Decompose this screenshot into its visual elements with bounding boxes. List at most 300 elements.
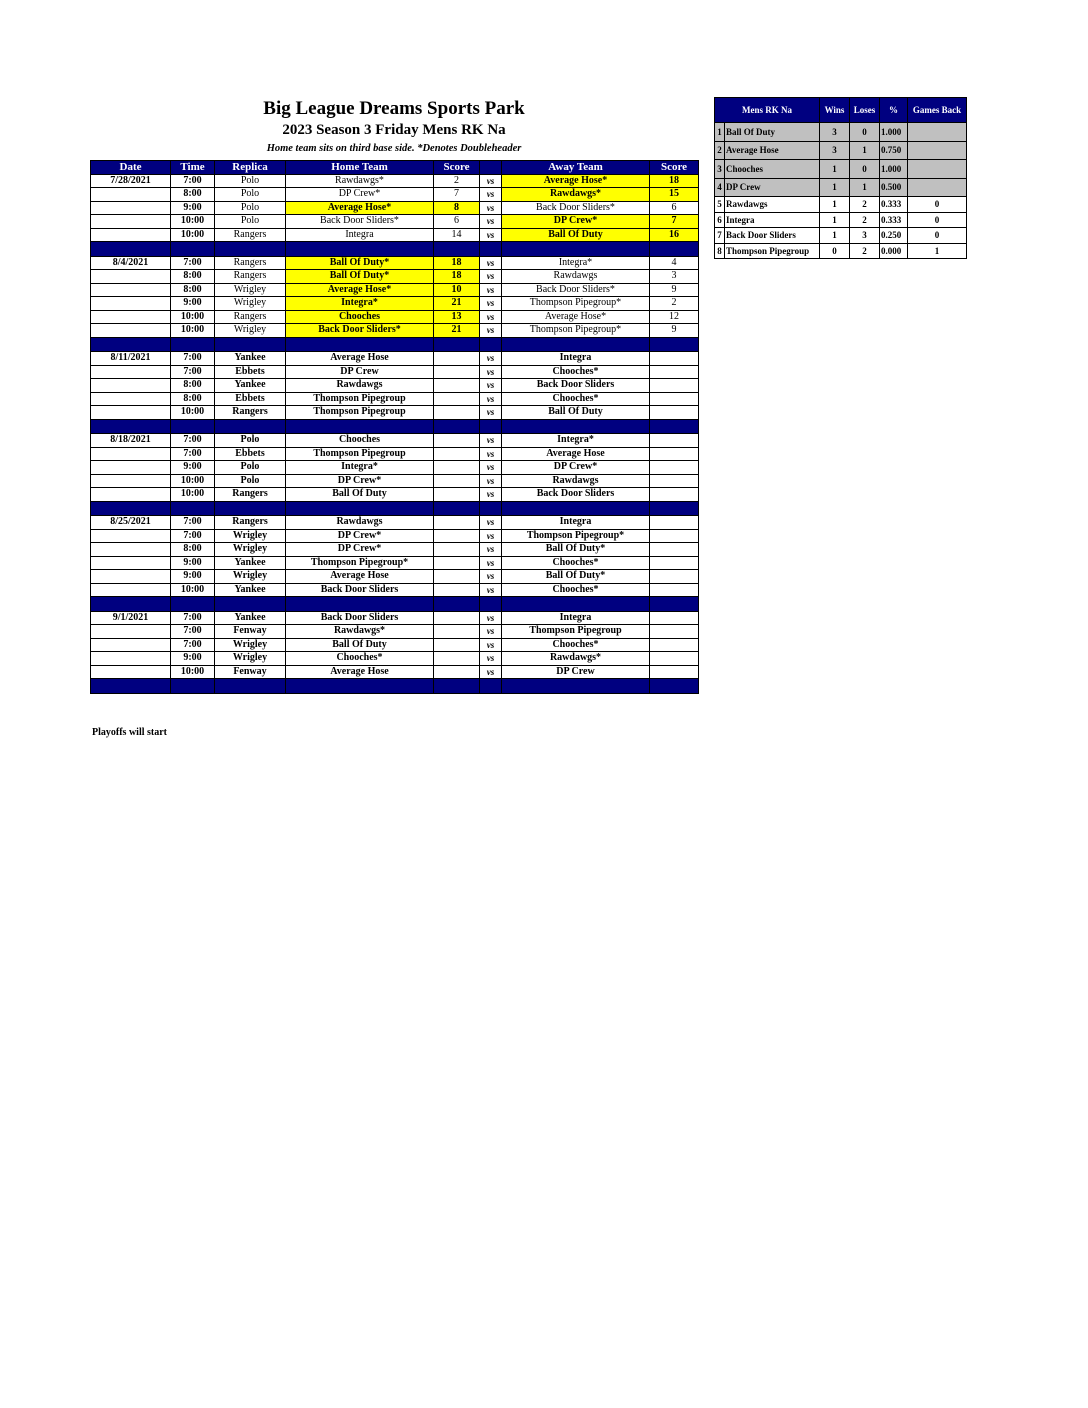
game-row: [91, 283, 699, 297]
game-date: [91, 638, 171, 652]
standings-rank: 1: [715, 123, 725, 142]
away-team: Integra: [502, 611, 650, 625]
home-score: 13: [434, 310, 480, 324]
versus-label: vs: [480, 188, 502, 202]
standings-loses: 3: [850, 228, 880, 244]
game-row: [91, 297, 699, 311]
home-score: 10: [434, 283, 480, 297]
away-team: Integra*: [502, 256, 650, 270]
separator-cell: [286, 337, 434, 352]
separator-cell: [502, 419, 650, 434]
away-team: Average Hose*: [502, 174, 650, 188]
separator-cell: [480, 419, 502, 434]
home-score: [434, 488, 480, 502]
home-team: Ball Of Duty: [286, 488, 434, 502]
home-score: 7: [434, 188, 480, 202]
game-row: [91, 652, 699, 666]
standings-body: [715, 123, 967, 259]
home-score: [434, 652, 480, 666]
away-team: Integra: [502, 516, 650, 530]
away-score: 2: [650, 297, 699, 311]
away-team: Average Hose*: [502, 310, 650, 324]
away-team: Back Door Sliders*: [502, 283, 650, 297]
away-team: Ball Of Duty*: [502, 543, 650, 557]
game-time: 9:00: [171, 570, 215, 584]
versus-label: vs: [480, 529, 502, 543]
separator-cell: [434, 419, 480, 434]
standings-team: Integra: [725, 212, 820, 228]
standings-row: [715, 141, 967, 160]
separator-cell: [502, 679, 650, 694]
game-date: [91, 270, 171, 284]
game-date: [91, 447, 171, 461]
separator-cell: [650, 501, 699, 516]
versus-label: vs: [480, 556, 502, 570]
home-score: [434, 665, 480, 679]
home-score: [434, 611, 480, 625]
game-row: [91, 310, 699, 324]
home-team: Thompson Pipegroup: [286, 406, 434, 420]
away-score: [650, 665, 699, 679]
home-score: 18: [434, 256, 480, 270]
game-date: 9/1/2021: [91, 611, 171, 625]
away-score: [650, 461, 699, 475]
standings-rank: 3: [715, 160, 725, 179]
game-field: Rangers: [215, 406, 286, 420]
home-score: [434, 529, 480, 543]
away-team: Rawdawgs*: [502, 652, 650, 666]
game-field: Yankee: [215, 583, 286, 597]
game-field: Wrigley: [215, 638, 286, 652]
separator-cell: [502, 337, 650, 352]
away-score: [650, 529, 699, 543]
separator-cell: [215, 242, 286, 257]
week-separator: [91, 501, 699, 516]
home-team: Integra*: [286, 297, 434, 311]
versus-label: vs: [480, 174, 502, 188]
home-score: [434, 543, 480, 557]
standings-loses: 0: [850, 123, 880, 142]
game-row: [91, 447, 699, 461]
game-time: 8:00: [171, 392, 215, 406]
away-team: Ball Of Duty: [502, 228, 650, 242]
away-team: Thompson Pipegroup*: [502, 324, 650, 338]
standings-games-back: [908, 178, 967, 197]
home-team: Ball Of Duty: [286, 638, 434, 652]
separator-cell: [171, 597, 215, 612]
standings-wins: 3: [820, 123, 850, 142]
away-team: Back Door Sliders: [502, 488, 650, 502]
versus-label: vs: [480, 611, 502, 625]
game-time: 10:00: [171, 228, 215, 242]
home-team: Rawdawgs*: [286, 625, 434, 639]
game-field: Wrigley: [215, 570, 286, 584]
standings-row: [715, 243, 967, 259]
away-team: DP Crew: [502, 665, 650, 679]
away-score: 3: [650, 270, 699, 284]
versus-label: vs: [480, 352, 502, 366]
game-row: [91, 228, 699, 242]
home-team: Chooches*: [286, 652, 434, 666]
separator-cell: [480, 242, 502, 257]
standings-wins: 1: [820, 212, 850, 228]
schedule-column-header: Away Team: [502, 161, 650, 175]
home-team: Chooches: [286, 434, 434, 448]
game-time: 10:00: [171, 324, 215, 338]
game-date: 8/18/2021: [91, 434, 171, 448]
week-separator: [91, 242, 699, 257]
home-team: Ball Of Duty*: [286, 256, 434, 270]
standings-wins: 0: [820, 243, 850, 259]
schedule-column-header: Score: [434, 161, 480, 175]
away-team: Thompson Pipegroup: [502, 625, 650, 639]
standings-team: Average Hose: [725, 141, 820, 160]
game-date: [91, 488, 171, 502]
separator-cell: [286, 419, 434, 434]
game-field: Ebbets: [215, 365, 286, 379]
standings-games-back: 1: [908, 243, 967, 259]
standings-loses: 2: [850, 243, 880, 259]
versus-label: vs: [480, 543, 502, 557]
home-team: DP Crew*: [286, 543, 434, 557]
home-team: Thompson Pipegroup: [286, 447, 434, 461]
away-score: 4: [650, 256, 699, 270]
game-time: 10:00: [171, 215, 215, 229]
away-team: Rawdawgs: [502, 270, 650, 284]
standings-rank: 8: [715, 243, 725, 259]
separator-cell: [434, 337, 480, 352]
game-field: Wrigley: [215, 324, 286, 338]
game-date: [91, 228, 171, 242]
game-row: [91, 365, 699, 379]
away-score: 9: [650, 324, 699, 338]
standings-column-header: Mens RK Na: [715, 98, 820, 123]
away-score: [650, 379, 699, 393]
versus-label: vs: [480, 270, 502, 284]
game-field: Wrigley: [215, 529, 286, 543]
standings-row: [715, 197, 967, 213]
standings-table: [714, 97, 967, 259]
home-score: 2: [434, 174, 480, 188]
schedule-column-header: Score: [650, 161, 699, 175]
away-score: 9: [650, 283, 699, 297]
home-score: [434, 379, 480, 393]
game-field: Rangers: [215, 516, 286, 530]
home-team: Chooches: [286, 310, 434, 324]
home-score: 18: [434, 270, 480, 284]
game-time: 10:00: [171, 406, 215, 420]
separator-cell: [171, 337, 215, 352]
separator-cell: [286, 501, 434, 516]
home-team: Rawdawgs: [286, 379, 434, 393]
game-time: 7:00: [171, 516, 215, 530]
separator-cell: [286, 679, 434, 694]
home-score: [434, 516, 480, 530]
away-score: [650, 543, 699, 557]
separator-cell: [286, 597, 434, 612]
away-team: Rawdawgs*: [502, 188, 650, 202]
standings-games-back: [908, 123, 967, 142]
separator-cell: [480, 501, 502, 516]
game-date: [91, 188, 171, 202]
separator-cell: [434, 679, 480, 694]
game-date: 8/25/2021: [91, 516, 171, 530]
separator-cell: [91, 337, 171, 352]
standings-rank: 7: [715, 228, 725, 244]
standings-games-back: 0: [908, 228, 967, 244]
standings-pct: 0.750: [880, 141, 908, 160]
home-team: DP Crew*: [286, 529, 434, 543]
standings-pct: 0.250: [880, 228, 908, 244]
game-row: [91, 188, 699, 202]
home-score: 6: [434, 215, 480, 229]
game-time: 8:00: [171, 283, 215, 297]
game-row: [91, 434, 699, 448]
versus-label: vs: [480, 310, 502, 324]
game-row: [91, 529, 699, 543]
home-team: Back Door Sliders*: [286, 215, 434, 229]
schedule-table: [90, 160, 699, 694]
home-team: Thompson Pipegroup*: [286, 556, 434, 570]
game-row: [91, 379, 699, 393]
separator-cell: [650, 679, 699, 694]
versus-label: vs: [480, 256, 502, 270]
away-team: Average Hose: [502, 447, 650, 461]
game-time: 7:00: [171, 638, 215, 652]
versus-label: vs: [480, 516, 502, 530]
standings-row: [715, 178, 967, 197]
versus-label: vs: [480, 324, 502, 338]
home-team: Rawdawgs*: [286, 174, 434, 188]
game-row: [91, 256, 699, 270]
away-score: [650, 447, 699, 461]
separator-cell: [215, 419, 286, 434]
home-score: [434, 556, 480, 570]
home-score: [434, 406, 480, 420]
versus-label: vs: [480, 447, 502, 461]
game-date: [91, 201, 171, 215]
standings-team: Back Door Sliders: [725, 228, 820, 244]
standings-row: [715, 160, 967, 179]
game-row: [91, 474, 699, 488]
game-field: Fenway: [215, 665, 286, 679]
standings-team: Chooches: [725, 160, 820, 179]
home-team: Rawdawgs: [286, 516, 434, 530]
versus-label: vs: [480, 283, 502, 297]
game-field: Ebbets: [215, 392, 286, 406]
separator-cell: [91, 501, 171, 516]
versus-label: vs: [480, 474, 502, 488]
away-score: 15: [650, 188, 699, 202]
game-time: 7:00: [171, 365, 215, 379]
game-row: [91, 543, 699, 557]
versus-label: vs: [480, 392, 502, 406]
versus-label: vs: [480, 625, 502, 639]
standings-team: Thompson Pipegroup: [725, 243, 820, 259]
schedule-column-header: Time: [171, 161, 215, 175]
game-date: 7/28/2021: [91, 174, 171, 188]
home-score: [434, 447, 480, 461]
home-team: Back Door Sliders: [286, 611, 434, 625]
schedule-column-header: Replica: [215, 161, 286, 175]
separator-cell: [650, 242, 699, 257]
game-row: [91, 665, 699, 679]
away-team: Ball Of Duty*: [502, 570, 650, 584]
game-time: 9:00: [171, 201, 215, 215]
home-team: Ball Of Duty*: [286, 270, 434, 284]
game-row: [91, 406, 699, 420]
game-field: Wrigley: [215, 543, 286, 557]
standings-column-header: Loses: [850, 98, 880, 123]
game-field: Polo: [215, 188, 286, 202]
game-field: Rangers: [215, 228, 286, 242]
standings-team: Ball Of Duty: [725, 123, 820, 142]
versus-label: vs: [480, 406, 502, 420]
standings-team: Rawdawgs: [725, 197, 820, 213]
standings-rank: 4: [715, 178, 725, 197]
away-score: [650, 392, 699, 406]
game-time: 7:00: [171, 625, 215, 639]
versus-label: vs: [480, 201, 502, 215]
standings-wins: 3: [820, 141, 850, 160]
game-row: [91, 324, 699, 338]
separator-cell: [502, 242, 650, 257]
away-team: DP Crew*: [502, 215, 650, 229]
game-row: [91, 556, 699, 570]
separator-cell: [171, 242, 215, 257]
game-date: [91, 297, 171, 311]
game-date: [91, 324, 171, 338]
game-date: [91, 461, 171, 475]
home-score: [434, 625, 480, 639]
game-field: Wrigley: [215, 652, 286, 666]
separator-cell: [91, 597, 171, 612]
game-date: [91, 215, 171, 229]
separator-cell: [215, 679, 286, 694]
standings-row: [715, 228, 967, 244]
away-score: [650, 611, 699, 625]
game-field: Rangers: [215, 270, 286, 284]
game-time: 10:00: [171, 583, 215, 597]
separator-cell: [502, 597, 650, 612]
separator-cell: [502, 501, 650, 516]
schedule-header-row: [91, 161, 699, 175]
separator-cell: [215, 337, 286, 352]
game-date: [91, 365, 171, 379]
game-time: 9:00: [171, 652, 215, 666]
game-time: 8:00: [171, 543, 215, 557]
standings-wins: 1: [820, 160, 850, 179]
game-date: [91, 474, 171, 488]
game-time: 8:00: [171, 270, 215, 284]
away-score: 7: [650, 215, 699, 229]
game-row: [91, 583, 699, 597]
game-date: 8/11/2021: [91, 352, 171, 366]
separator-cell: [171, 419, 215, 434]
game-time: 9:00: [171, 556, 215, 570]
week-separator: [91, 679, 699, 694]
standings-pct: 1.000: [880, 123, 908, 142]
game-row: [91, 270, 699, 284]
game-row: [91, 625, 699, 639]
away-team: DP Crew*: [502, 461, 650, 475]
home-team: Average Hose: [286, 570, 434, 584]
game-date: 8/4/2021: [91, 256, 171, 270]
game-field: Rangers: [215, 488, 286, 502]
standings-pct: 1.000: [880, 160, 908, 179]
home-score: [434, 474, 480, 488]
standings-rank: 6: [715, 212, 725, 228]
game-date: [91, 556, 171, 570]
home-score: [434, 434, 480, 448]
game-date: [91, 583, 171, 597]
game-row: [91, 352, 699, 366]
page-title: Big League Dreams Sports Park: [263, 98, 525, 119]
game-row: [91, 392, 699, 406]
home-score: [434, 570, 480, 584]
game-date: [91, 406, 171, 420]
separator-cell: [480, 679, 502, 694]
versus-label: vs: [480, 488, 502, 502]
home-score: 21: [434, 297, 480, 311]
away-score: [650, 488, 699, 502]
game-time: 7:00: [171, 529, 215, 543]
versus-label: vs: [480, 461, 502, 475]
standings-loses: 2: [850, 212, 880, 228]
separator-cell: [434, 242, 480, 257]
versus-label: vs: [480, 215, 502, 229]
game-row: [91, 201, 699, 215]
standings-column-header: Wins: [820, 98, 850, 123]
away-score: 6: [650, 201, 699, 215]
home-score: 14: [434, 228, 480, 242]
game-time: 10:00: [171, 488, 215, 502]
schedule-column-header: Date: [91, 161, 171, 175]
playoffs-note: Playoffs will start: [92, 727, 167, 738]
standings-loses: 2: [850, 197, 880, 213]
separator-cell: [286, 242, 434, 257]
versus-label: vs: [480, 228, 502, 242]
away-score: [650, 556, 699, 570]
separator-cell: [215, 597, 286, 612]
game-date: [91, 392, 171, 406]
game-field: Polo: [215, 201, 286, 215]
versus-label: vs: [480, 434, 502, 448]
game-time: 7:00: [171, 447, 215, 461]
separator-cell: [171, 501, 215, 516]
standings-games-back: [908, 160, 967, 179]
standings-row: [715, 123, 967, 142]
game-time: 8:00: [171, 188, 215, 202]
standings-games-back: 0: [908, 197, 967, 213]
game-time: 10:00: [171, 310, 215, 324]
home-team: Average Hose*: [286, 283, 434, 297]
separator-cell: [650, 419, 699, 434]
game-field: Yankee: [215, 611, 286, 625]
home-score: 8: [434, 201, 480, 215]
separator-cell: [91, 679, 171, 694]
home-score: 21: [434, 324, 480, 338]
away-score: [650, 652, 699, 666]
standings-pct: 0.333: [880, 197, 908, 213]
game-field: Ebbets: [215, 447, 286, 461]
home-score: [434, 583, 480, 597]
game-field: Yankee: [215, 352, 286, 366]
away-team: Rawdawgs: [502, 474, 650, 488]
away-team: Integra: [502, 352, 650, 366]
game-time: 10:00: [171, 665, 215, 679]
game-field: Wrigley: [215, 283, 286, 297]
